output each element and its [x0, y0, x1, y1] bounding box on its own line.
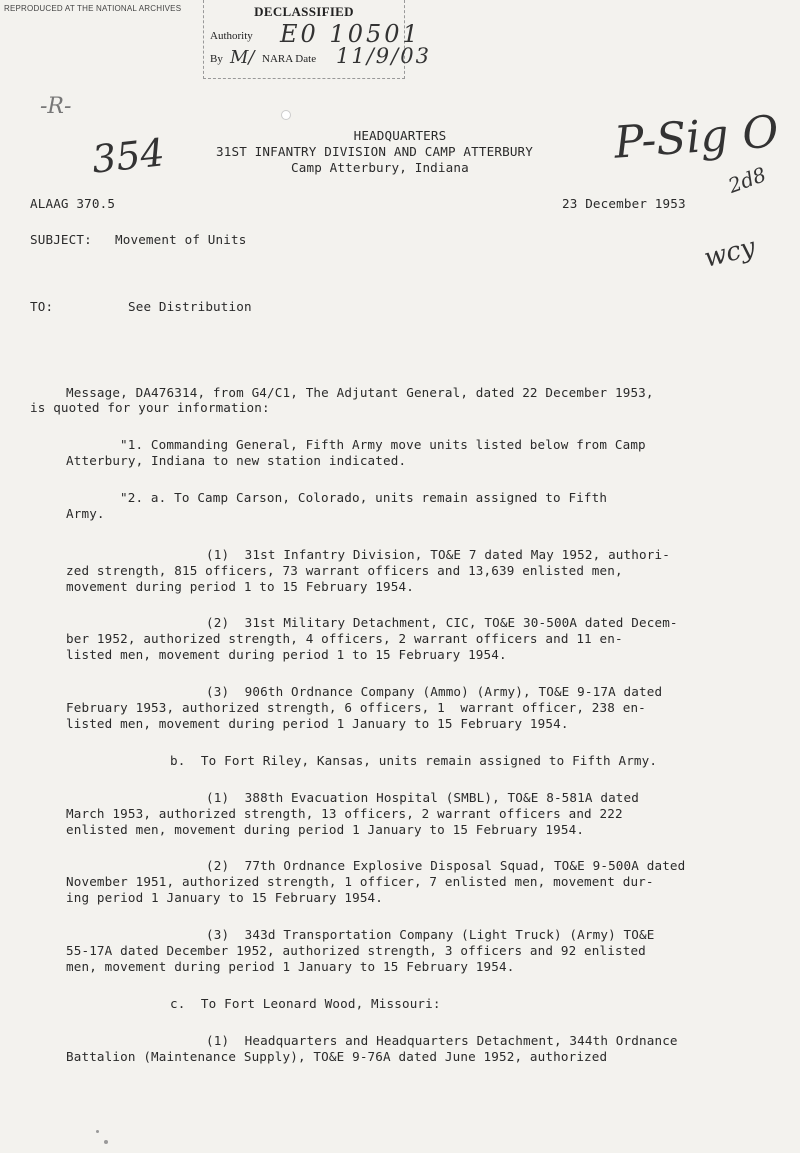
- authority-value: E0 10501: [280, 20, 421, 48]
- to-label: TO:: [30, 299, 54, 314]
- document-date: 23 December 1953: [562, 196, 686, 211]
- reproduction-notice: REPRODUCED AT THE NATIONAL ARCHIVES: [4, 4, 182, 13]
- para-2b: b. To Fort Riley, Kansas, units remain assigned to Fifth Army.: [170, 753, 658, 768]
- subject-label: SUBJECT:: [30, 232, 92, 247]
- authority-label: Authority: [210, 30, 253, 42]
- item-c1-line-1: (1) Headquarters and Headquarters Detachment, 344th Ordnance: [206, 1033, 678, 1048]
- item-b2-line-3: ing period 1 January to 15 February 1954.: [66, 890, 384, 905]
- handwritten-number: 354: [89, 130, 167, 182]
- para-2a-line-2: Army.: [66, 506, 105, 521]
- item-a3-line-3: listed men, movement during period 1 January to 15 February 1954.: [66, 716, 569, 731]
- by-label: By: [210, 53, 223, 65]
- item-c1-line-2: Battalion (Maintenance Supply), TO&E 9-76A dated June 1952, authorized: [66, 1049, 608, 1064]
- item-b2-line-1: (2) 77th Ordnance Explosive Disposal Squad, TO&E 9-500A dated: [206, 858, 686, 873]
- handwritten-routing-mark: P-Sig O: [612, 106, 781, 169]
- item-a2-line-1: (2) 31st Military Detachment, CIC, TO&E 30-500A dated Decem-: [206, 615, 678, 630]
- intro-line-1: Message, DA476314, from G4/C1, The Adjutant General, dated 22 December 1953,: [66, 385, 654, 400]
- nara-date-label: NARA Date: [262, 53, 317, 65]
- punch-hole: [281, 110, 291, 120]
- item-b3-line-2: 55-17A dated December 1952, authorized strength, 3 officers and 92 enlisted: [66, 943, 646, 958]
- handwritten-mark-right: 2d8: [725, 162, 770, 198]
- para-1-line-1: "1. Commanding General, Fifth Army move units listed below from Camp: [120, 437, 646, 452]
- item-a2-line-3: listed men, movement during period 1 to 15 February 1954.: [66, 647, 507, 662]
- header-line-1: HEADQUARTERS: [353, 128, 447, 143]
- by-value: M/: [230, 47, 255, 68]
- header-line-2: 31ST INFANTRY DIVISION AND CAMP ATTERBURY: [216, 144, 534, 159]
- header-line-3: Camp Atterbury, Indiana: [291, 160, 469, 175]
- item-b1-line-2: March 1953, authorized strength, 13 officers, 2 warrant officers and 222: [66, 806, 623, 821]
- nara-date-value: 11/9/03: [336, 44, 431, 68]
- item-a2-line-2: ber 1952, authorized strength, 4 officers, 2 warrant officers and 11 en-: [66, 631, 623, 646]
- handwritten-initials: wcy: [701, 232, 759, 274]
- item-b3-line-3: men, movement during period 1 January to 15 February 1954.: [66, 959, 515, 974]
- item-a1-line-1: (1) 31st Infantry Division, TO&E 7 dated May 1952, authori-: [206, 547, 670, 562]
- subject-text: Movement of Units: [115, 232, 247, 247]
- handwritten-mark-top-left: -R-: [40, 94, 72, 119]
- declassification-stamp: [203, 0, 431, 79]
- para-2a-line-1: "2. a. To Camp Carson, Colorado, units remain assigned to Fifth: [120, 490, 608, 505]
- item-a1-line-3: movement during period 1 to 15 February 1954.: [66, 579, 414, 594]
- item-b3-line-1: (3) 343d Transportation Company (Light Truck) (Army) TO&E: [206, 927, 655, 942]
- item-b1-line-1: (1) 388th Evacuation Hospital (SMBL), TO&E 8-581A dated: [206, 790, 639, 805]
- para-1-line-2: Atterbury, Indiana to new station indicated.: [66, 453, 407, 468]
- item-a3-line-2: February 1953, authorized strength, 6 officers, 1 warrant officer, 238 en-: [66, 700, 646, 715]
- declassified-label: DECLASSIFIED: [254, 4, 354, 19]
- item-a1-line-2: zed strength, 815 officers, 73 warrant officers and 13,639 enlisted men,: [66, 563, 623, 578]
- to-text: See Distribution: [128, 299, 252, 314]
- intro-line-2: is quoted for your information:: [30, 400, 270, 415]
- speck: [104, 1140, 108, 1144]
- file-reference: ALAAG 370.5: [30, 196, 116, 211]
- item-b2-line-2: November 1951, authorized strength, 1 officer, 7 enlisted men, movement dur-: [66, 874, 654, 889]
- item-a3-line-1: (3) 906th Ordnance Company (Ammo) (Army), TO&E 9-17A dated: [206, 684, 663, 699]
- item-b1-line-3: enlisted men, movement during period 1 January to 15 February 1954.: [66, 822, 585, 837]
- speck: [96, 1130, 99, 1133]
- para-2c: c. To Fort Leonard Wood, Missouri:: [170, 996, 441, 1011]
